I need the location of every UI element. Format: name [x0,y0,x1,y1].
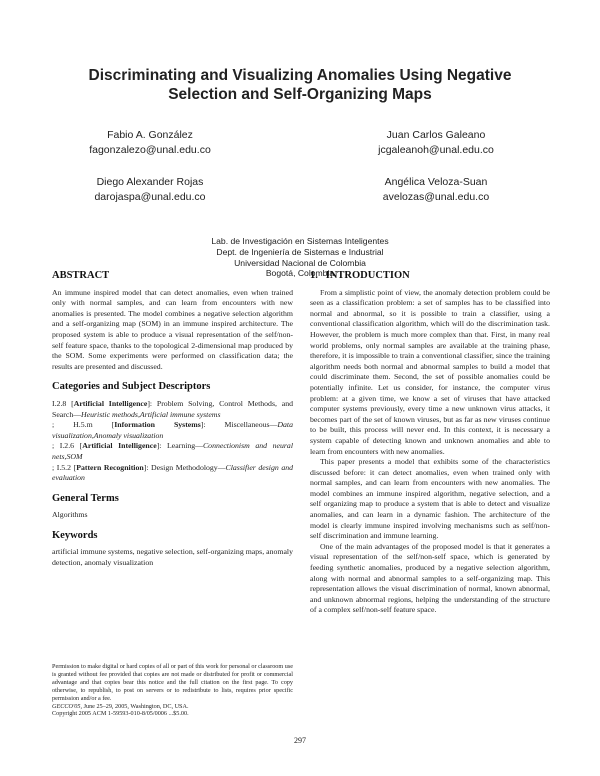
author-name: Juan Carlos Galeano [386,129,486,141]
abstract-heading: ABSTRACT [52,270,110,281]
keywords-heading: Keywords [52,529,98,541]
author-4 [316,175,556,205]
page-number: 297 [294,736,306,745]
author-name: Fabio A. González [107,129,193,141]
affiliation-line: Lab. de Investigación en Sistemas Inteligentes [211,236,389,246]
left-column [52,271,293,569]
author-email: fagonzalezo@unal.edu.co [89,144,211,156]
author-3 [30,175,270,205]
copyright-line: Copyright 2005 ACM 1-59593-010-8/05/0006 ...$5.00. [52,710,189,718]
venue-line: GECCO'05, June 25–29, 2005, Washington, DC, USA. [52,702,189,710]
right-column [310,271,550,616]
title-line-2: Selection and Self-Organizing Maps [168,86,432,103]
affiliation-line: Dept. de Ingeniería de Sistemas e Industrial [216,246,384,257]
author-email: jcgaleanoh@unal.edu.co [378,144,494,156]
permission-text: Permission to make digital or hard copies of all or part of this work for personal or classroom use is granted without fee provided that copies are not made or distributed for profit or commercial advantage and that copies bear this notice and the full citation on the first page. To copy otherwise, to republish, to post on servers or to redistribute to lists, requires prior specific permission and/or a fee. [52,663,293,702]
author-name: Diego Alexander Rojas [96,176,204,188]
intro-paragraph-3: One of the main advantages of the proposed model is that it generates a visual representation of the self/non-self space, which is generated by feeding synthetic anomalies, produced by a negative selection algorithm, along with normal and abnormal samples to a self-organizing map. This representation allows the visual discrimination of normal, known abnormal, and unknown abnormal regions, helping the understanding of the structure of a complex self/non-self feature space. [310,541,550,615]
author-email: avelozas@unal.edu.co [382,191,490,203]
categories-text: I.2.8 [Artificial Intelligence]: Problem Solving, Control Methods, and Search—Heuristic methods,Artificial immune systems ; H.5.m [Information Systems]: Miscellaneous—Data visualization,Anomaly visualization ; I.2.6 [Artificial Intelligence]: Learning—Connectionism and neural nets,SOM ; I.5.2 [Pattern Recognition]: Design Methodology—Classifier design and evaluation [52,398,294,483]
general-terms-heading: General Terms [52,492,119,504]
intro-paragraph-1: From a simplistic point of view, the anomaly detection problem could be seen as a classification problem: a set of samples has to be classified into normal and abnormal, so it is possible to train a classifier, using a conventional classification algorithm, which will do the discrimination task. However, the problem is much more complex than that. First, in many real world problems, only normal samples are available at the training phase, therefore, it is impossible to train a conventional classifier, since the training algorithm needs both normal and abnormal samples to build a model that could discriminate them. Second, the set of possible anomalies could be potentially infinite. Let us consider, for instance, the computer virus problem: at a given time, we know a set of viruses that have attacked computer systems previously, every time a new unknown virus attacks, it becomes part of the set of known viruses, but as far as new viruses continue to be built, this process will never end. In this context, it is necessary a system capable of detecting known and unknown anomalies and able to learn from encounters with new anomalies. [310,287,550,456]
author-2 [316,128,556,158]
general-terms-text: Algorithms [52,510,88,520]
paper-title [40,66,560,104]
author-name: Angélica Veloza-Suan [384,176,488,188]
permission-notice [52,663,293,718]
author-1 [30,128,270,158]
keywords-text: artificial immune systems, negative selection, self-organizing maps, anomaly detection, anomaly visualization [52,547,293,568]
title-line-1: Discriminating and Visualizing Anomalies Using Negative [88,67,512,84]
affiliation-line: Bogotá, Colombia [265,268,335,279]
intro-paragraph-2: This paper presents a model that exhibits some of the characteristics discussed before: it can detect anomalies, even when trained only with normal samples, and can learn from encounters with new anomalies. The model combines an immune inspired algorithm, negative selection, and a self organizing map to produce a system that is able to detect and visualize anomalies, and can learn in a dynamic fashion. The architecture of the model is clearly immune inspired involving mechanisms such as self/non-self discrimination and immune learning. [310,457,550,541]
affiliation-line: Universidad Nacional de Colombia [234,257,366,268]
categories-heading: Categories and Subject Descriptors [52,381,211,393]
introduction-heading: 1. INTRODUCTION [310,270,410,281]
author-email: darojaspa@unal.edu.co [94,191,206,203]
abstract-text: An immune inspired model that can detect anomalies, even when trained only with normal samples, and can learn from encounters with new anomalies is presented. The model combines a negative selection algorithm and a self-organizing map (SOM) in an immune inspired architecture. The proposed system is able to produce a visual representation of the self/non-self feature space, thanks to the topological 2-dimensional map produced by the SOM. Some experiments were performed on classification data; the results are presented and discussed. [52,287,293,371]
